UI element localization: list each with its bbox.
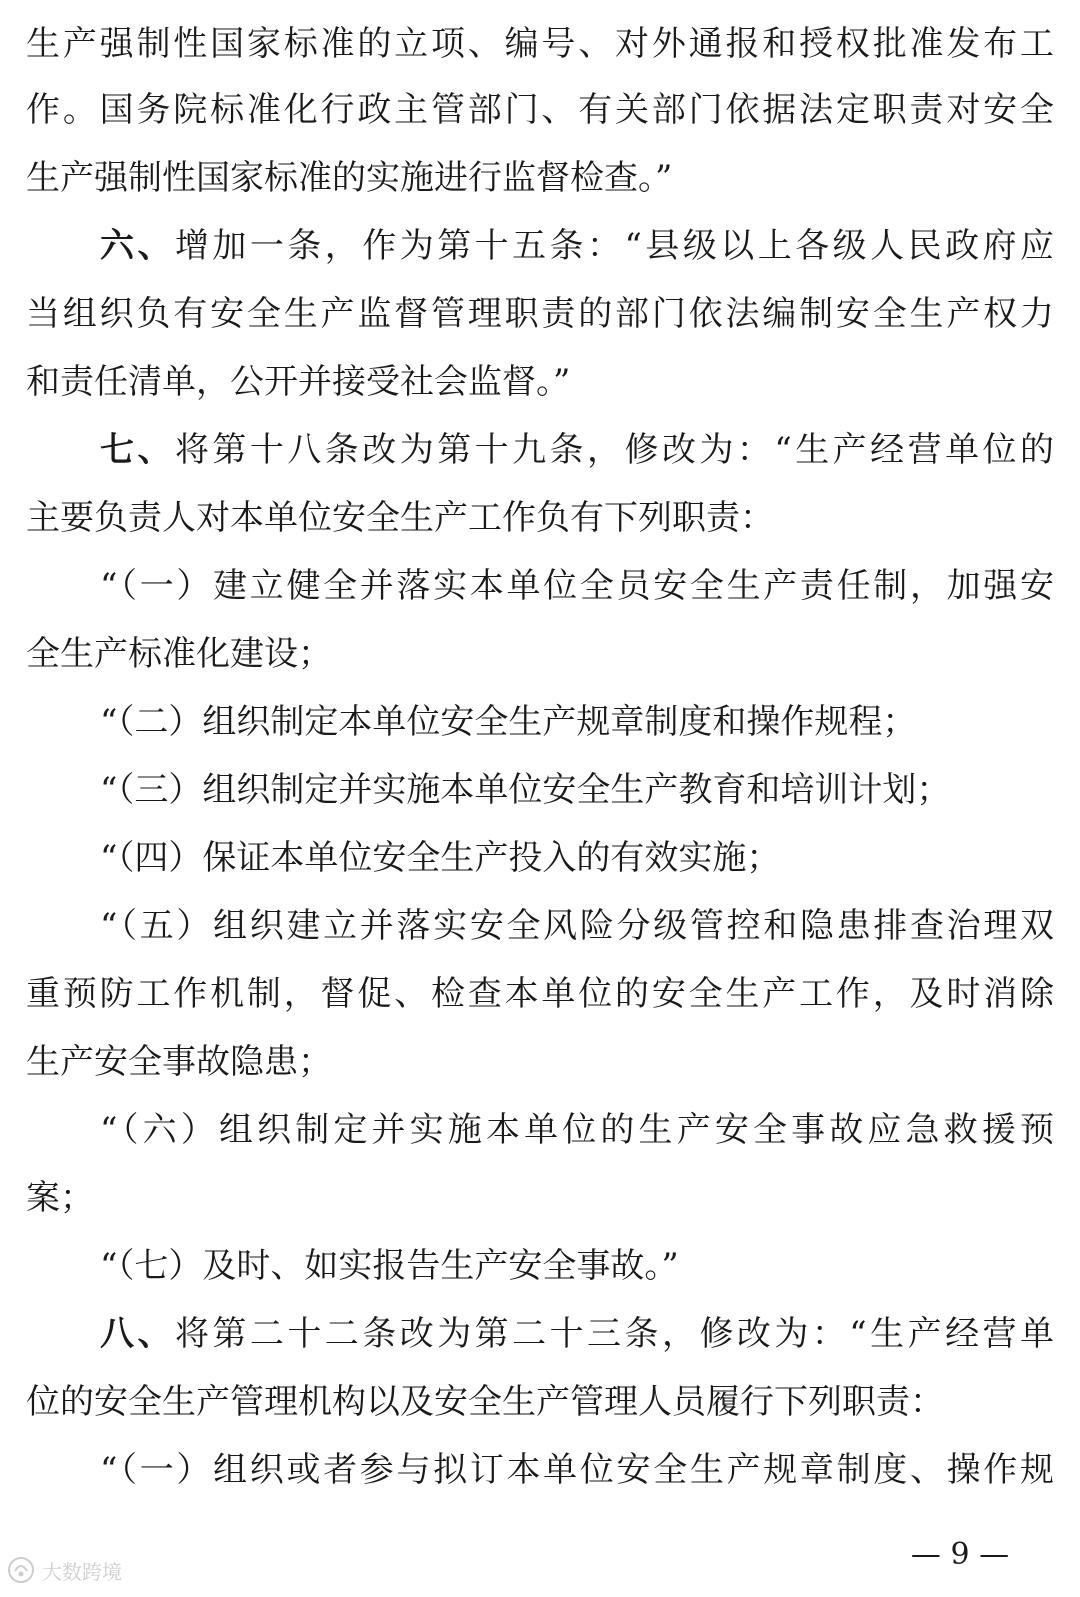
- article-six-text: 增加一条，作为第十五条：“县级以上各级人民政府应: [174, 226, 1054, 266]
- text-line: 和责任清单，公开并接受社会监督。”: [26, 362, 571, 402]
- list-item: “（七）及时、如实报告生产安全事故。”: [100, 1246, 679, 1286]
- text-line: 位的安全生产管理机构以及安全生产管理人员履行下列职责：: [26, 1382, 944, 1422]
- text-line: 生产安全事故隐患；: [26, 1042, 332, 1082]
- list-item: “（五）组织建立并落实安全风险分级管控和隐患排查治理双: [100, 906, 1054, 946]
- list-item: “（六）组织制定并实施本单位的生产安全事故应急救援预: [100, 1110, 1054, 1150]
- list-item: “（四）保证本单位安全生产投入的有效实施；: [100, 838, 781, 878]
- text-line: 案；: [26, 1178, 94, 1218]
- text-line: 主要负责人对本单位安全生产工作负有下列职责：: [26, 498, 774, 538]
- watermark: [6, 1550, 122, 1590]
- article-seven-text: 将第十八条改为第十九条，修改为：“生产经营单位的: [174, 430, 1054, 470]
- text-line: 全生产标准化建设；: [26, 634, 332, 674]
- text-line: 重预防工作机制，督促、检查本单位的安全生产工作，及时消除: [26, 974, 1054, 1014]
- article-seven-line: [100, 420, 1054, 480]
- article-eight-lead: 八、: [100, 1314, 175, 1354]
- watermark-logo-icon: [6, 1555, 36, 1585]
- text-line: 生产强制性国家标准的立项、编号、对外通报和授权批准发布工: [26, 24, 1054, 64]
- list-item: “（三）组织制定并实施本单位安全生产教育和培训计划；: [100, 770, 951, 810]
- article-eight-text: 将第二十二条改为第二十三条，修改为：“生产经营单: [174, 1314, 1054, 1354]
- text-line: 当组织负有安全生产监督管理职责的部门依法编制安全生产权力: [26, 294, 1054, 334]
- text-line: 生产强制性国家标准的实施进行监督检查。”: [26, 158, 673, 198]
- page-number: — 9 —: [910, 1537, 1010, 1572]
- article-eight-line: [100, 1304, 1054, 1364]
- list-item: “（一）建立健全并落实本单位全员安全生产责任制，加强安: [100, 566, 1054, 606]
- list-item: “（二）组织制定本单位安全生产规章制度和操作规程；: [100, 702, 917, 742]
- text-line: 作。国务院标准化行政主管部门、有关部门依据法定职责对安全: [26, 90, 1054, 130]
- article-six-line: [100, 216, 1054, 276]
- article-six-lead: 六、: [100, 226, 175, 266]
- list-item: “（一）组织或者参与拟订本单位安全生产规章制度、操作规: [100, 1450, 1054, 1490]
- watermark-text: 大数跨境: [42, 1559, 122, 1584]
- article-seven-lead: 七、: [100, 430, 175, 470]
